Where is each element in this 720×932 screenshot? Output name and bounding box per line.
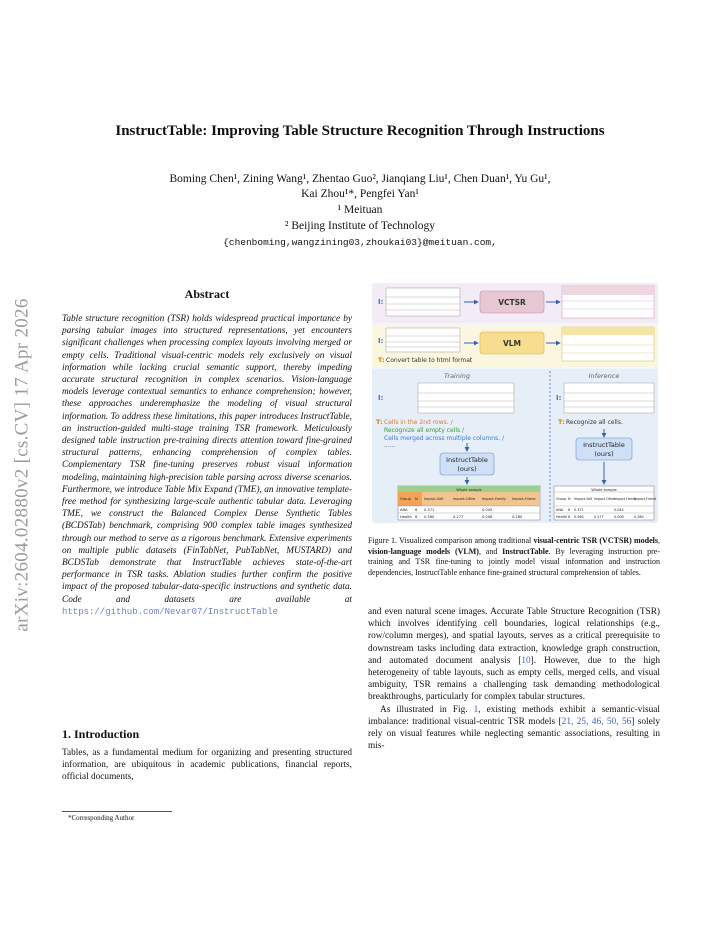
arxiv-id: arXiv:2604.02880v2 [cs.CV] 17 Apr 2026	[12, 298, 34, 632]
train-td-0-1: 6	[415, 508, 418, 512]
vctsr-input-table	[386, 288, 460, 316]
train-td-0-2: 0.371	[424, 508, 435, 512]
vlm-label: VLM	[502, 339, 522, 348]
train-td-1-0: Health	[400, 515, 412, 519]
infer-th-3: Impact-Other	[594, 497, 616, 501]
infer-th-4: Impact-Family	[614, 497, 637, 501]
infer-td-1-0: Health	[556, 515, 568, 519]
vlm-input-label: I:	[378, 337, 384, 345]
infer-output-table	[554, 486, 656, 520]
train-th-3: Impact-Other	[453, 497, 476, 501]
train-th-2: Impact-Self	[424, 497, 444, 501]
infer-td-1-2: 0.560	[574, 515, 584, 519]
instruction-inference: Recognize all cells.	[566, 419, 623, 426]
abstract-text: Table structure recognition (TSR) holds widespread practical importance by parsing tabular images into structured representations, yet encounters significant challenges when processing complex layouts involving merged or empty cells. Traditional visual-centric models rely exclusively on visual information while lacking crucial semantic support, thereby impeding accurate structural recognition in complex scenarios. Vision-language models leverage contextual semantics to enhance comprehension; however, these approaches underemphasize the modeling of visual structural information. To address these limitations, this paper introduces InstructTable, an instruction-guided multi-stage training TSR framework. Meticulously designed table instruction pre-training directs attention toward fine-grained structural patterns, enhancing comprehension of complex tables. Complementary TSR fine-tuning preserves robust visual information modeling, maintaining high-precision table parsing across diverse scenarios. Furthermore, we introduce Table Mix Expand (TME), an innovative template-free method for synthesizing large-scale authentic tabular data. Leveraging TME, we construct the Balanced Complex Dense Synthetic Tables (BCDSTab) benchmark, comprising 900 complex table images synthesized through our method to serve as a rigorous benchmark. Extensive experiments on multiple public datasets (FinTabNet, PubTabNet, MUSTARD) and BCDSTab demonstrate that InstructTable achieves state-of-the-art performance in TSR tasks. Ablation studies further confirm the positive impact of the proposed tabular-data-specific instructions and synthetic data. Code and datasets are available at	[62, 314, 352, 605]
infer-input-table	[564, 383, 654, 413]
infer-td-1-4: 0.008	[614, 515, 624, 519]
train-th-1: N	[415, 497, 418, 501]
train-input-table	[418, 383, 514, 413]
figure-1-caption	[368, 536, 660, 578]
paper-title: InstructTable: Improving Table Structure Recognition Through Instructions	[115, 123, 605, 139]
caption-lead: Figure 1. Visualized comparison among traditional	[368, 536, 534, 545]
footnote: *Corresponding Author	[68, 814, 135, 822]
infer-model-tag: (ours)	[594, 450, 614, 458]
abstract-heading: Abstract	[184, 287, 230, 301]
intro-left-text: Tables, as a fundamental medium for organizing and presenting structured information, are ubiquitous in academic publications, financial reports, official documents,	[62, 748, 352, 783]
train-td-0-0: ANA	[400, 508, 408, 512]
train-th-5: Impact-Friend	[512, 497, 536, 501]
section-heading-introduction: 1. Introduction	[62, 727, 140, 741]
infer-td-0-2: 0.371	[574, 508, 584, 512]
infer-table-caption: Whole sample	[591, 488, 617, 492]
vctsr-output-table	[562, 286, 654, 318]
citation-10[interactable]: 10	[521, 655, 531, 666]
infer-th-0: Group	[556, 497, 567, 501]
infer-t-label: T:	[558, 418, 565, 426]
infer-td-0-1: 6	[568, 508, 571, 512]
inference-label: Inference	[588, 372, 620, 380]
train-td-1-3: 0.277	[453, 515, 464, 519]
author-list	[80, 172, 640, 202]
vlm-output-table	[562, 327, 654, 361]
infer-model-name: InstructTable	[583, 441, 625, 449]
infer-td-1-3: 0.277	[594, 515, 604, 519]
affiliation-1: ¹ Meituan	[337, 204, 383, 216]
infer-td-1-5: 0.280	[634, 515, 644, 519]
infer-td-0-4: 0.045	[614, 508, 624, 512]
train-input-label: I:	[378, 394, 384, 402]
train-t-label: T:	[376, 418, 383, 426]
vlm-instruction: Convert table to html format	[386, 357, 473, 364]
instruction-3: Cells merged across multiple columns. /	[384, 435, 504, 442]
train-td-1-1: 6	[415, 515, 418, 519]
infer-td-0-0: ANA	[556, 508, 564, 512]
instruction-2: Recognize all empty cells /	[384, 427, 465, 434]
vlm-t-label: T:	[378, 356, 385, 364]
infer-th-2: Impact-Self	[574, 497, 593, 501]
train-td-1-2: 0.560	[424, 515, 435, 519]
citations-tsr[interactable]: 21, 25, 46, 50, 56	[561, 716, 632, 727]
figure-1	[372, 283, 658, 523]
train-td-1-5: 0.280	[512, 515, 523, 519]
infer-th-5: Impact-Friend	[634, 497, 656, 501]
figure-ref-1[interactable]: 1	[473, 704, 479, 715]
instruction-1: Cells in the 2nd rows. /	[384, 419, 453, 426]
train-td-1-4: 0.008	[482, 515, 493, 519]
caption-rest: . By leveraging instruction pre-training and TSR fine-tuning to jointly model visual information and instruction dependencies, InstructTable enhance fine-grained structural comprehension of tables.	[368, 546, 660, 577]
vctsr-input-label: I:	[378, 298, 384, 306]
train-table-caption: Whole sample	[456, 488, 482, 492]
infer-input-label: I:	[556, 394, 562, 402]
affiliation-2: ² Beijing Institute of Technology	[285, 220, 435, 232]
authors-line-1: Boming Chen¹, Zining Wang¹, Zhentao Guo², Jianqiang Liu¹, Chen Duan¹, Yu Gu¹,	[169, 173, 551, 185]
caption-vlm: vision-language models (VLM)	[368, 546, 479, 556]
vlm-input-table	[386, 328, 460, 352]
infer-td-1-1: 6	[568, 515, 571, 519]
train-th-4: Impact-Family	[482, 497, 506, 501]
train-td-0-4: 0.045	[482, 508, 493, 512]
caption-vctsr: visual-centric TSR (VCTSR) models	[533, 536, 659, 545]
figure-1-diagram	[372, 283, 658, 523]
training-label: Training	[443, 372, 471, 380]
train-output-table	[398, 486, 540, 520]
caption-sep-1: ,	[658, 536, 661, 545]
code-link[interactable]: https://github.com/Nevar07/InstructTable	[62, 606, 279, 617]
train-th-0: Group	[400, 497, 411, 501]
caption-sep-2: , and	[478, 546, 503, 556]
abstract-body	[62, 313, 352, 618]
intro-right-text	[368, 606, 660, 752]
infer-th-1: N	[568, 497, 571, 501]
instruction-more: ......	[384, 442, 396, 449]
author-email: {chenboming,wangzining03,zhoukai03}@meituan.com,	[223, 237, 497, 248]
vctsr-label: VCTSR	[498, 298, 526, 307]
train-model-name: InstructTable	[446, 456, 488, 464]
intro-paragraph-1: and even natural scene images. Accurate Table Structure Recognition (TSR) which involves identifying cell boundaries, logical relationships (e.g., row/column merges), and spatial layouts, serves as a critical prerequisite to downstream tasks including data extraction, knowledge graph construction, and automated document analysis [10]. However, due to the high heterogeneity of table layouts, such as empty cells, merged cells, and visual ambiguity, TSR remains a challenging task demanding methodological breakthroughs, particularly for complex tabular structures.	[368, 607, 661, 703]
arxiv-watermark	[8, 300, 38, 630]
footnote-rule	[62, 811, 172, 812]
train-model-tag: (ours)	[457, 465, 477, 473]
caption-instructtable: InstructTable	[502, 546, 549, 556]
intro-paragraph-2: As illustrated in Fig. 1, existing methods exhibit a semantic-visual imbalance: traditional visual-centric TSR models [21, 25, 46, 50, 56] solely rely on visual features while neglecting semantic associations, resulting in mis-	[368, 704, 661, 752]
authors-line-2: Kai Zhou¹*, Pengfei Yan¹	[301, 188, 419, 200]
